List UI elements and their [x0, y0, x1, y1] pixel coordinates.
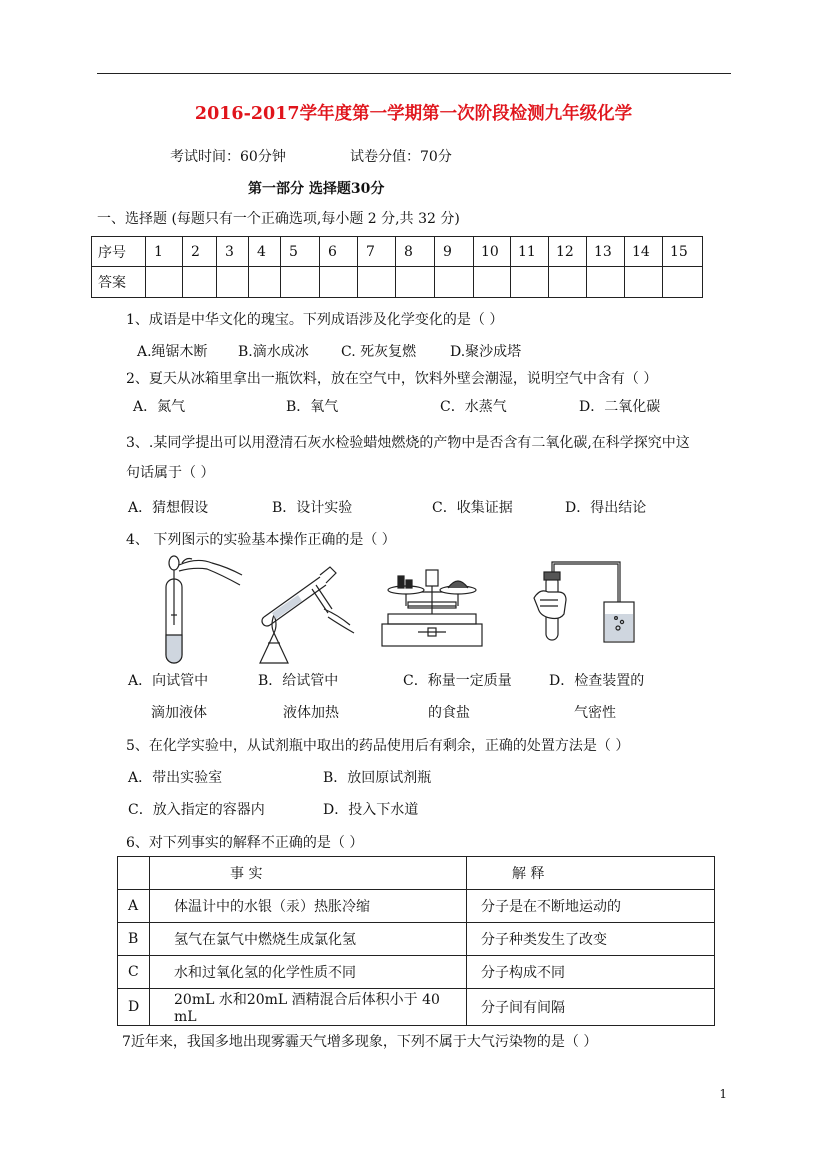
table-row	[118, 956, 715, 989]
q3-option-a: A．猜想假设	[128, 500, 209, 516]
answer-blank-cell	[474, 267, 511, 298]
q2-option-d: D．二氧化碳	[579, 399, 661, 415]
answer-table-label-answer: 答案	[92, 267, 146, 298]
page-title: 2016-2017学年度第一学期第一次阶段检测九年级化学	[194, 104, 633, 124]
answer-table-answer-row	[92, 267, 703, 298]
q1-option-a: A.绳锯木断	[137, 344, 208, 360]
answer-blank-cell	[146, 267, 183, 298]
q7-stem: 7近年来，我国多地出现雾霾天气增多现象，下列不属于大气污染物的是（ ）	[122, 1034, 598, 1050]
q6-header-fact: 事 实	[150, 857, 467, 890]
section1-heading: 一、选择题 (每题只有一个正确选项,每小题 2 分,共 32 分)	[97, 211, 460, 227]
answer-number-cell: 1	[146, 237, 183, 267]
answer-blank-cell	[320, 267, 358, 298]
exam-time: 考试时间：60分钟	[170, 149, 286, 165]
q3-stem-line2: 句话属于（ ）	[126, 465, 215, 481]
q6-table	[117, 856, 715, 1026]
q2-option-a: A．氮气	[133, 399, 186, 415]
q1-stem: 1、成语是中华文化的瑰宝。下列成语涉及化学变化的是（ ）	[126, 312, 504, 328]
answer-blank-cell	[249, 267, 281, 298]
q4-stem: 4、 下列图示的实验基本操作正确的是（ ）	[126, 532, 396, 548]
balance-scale-icon	[378, 562, 486, 652]
q6-row-explain: 分子是在不断地运动的	[467, 890, 715, 923]
q4-option-a-line1: A．向试管中	[128, 673, 209, 689]
answer-blank-cell	[587, 267, 625, 298]
q1-option-d: D.聚沙成塔	[450, 344, 522, 360]
answer-blank-cell	[625, 267, 663, 298]
answer-number-cell: 10	[474, 237, 511, 267]
q6-row-letter: B	[118, 923, 150, 956]
answer-blank-cell	[358, 267, 396, 298]
airtightness-check-icon	[530, 558, 640, 648]
q6-row-fact: 20mL 水和20mL 酒精混合后体积小于 40 mL	[150, 989, 467, 1026]
q4-option-d-line1: D．检查装置的	[549, 673, 645, 689]
q3-option-c: C．收集证据	[432, 500, 513, 516]
q5-option-b: B．放回原试剂瓶	[323, 770, 432, 786]
answer-number-cell: 15	[663, 237, 703, 267]
q2-option-c: C．水蒸气	[440, 399, 507, 415]
answer-number-cell: 13	[587, 237, 625, 267]
q3-option-d: D．得出结论	[565, 500, 647, 516]
q1-option-b: B.滴水成冰	[238, 344, 309, 360]
q4-option-c-line1: C．称量一定质量	[403, 673, 512, 689]
answer-number-cell: 14	[625, 237, 663, 267]
q6-row-letter: A	[118, 890, 150, 923]
answer-blank-cell	[217, 267, 249, 298]
answer-number-cell: 5	[281, 237, 320, 267]
dropper-test-tube-icon	[152, 555, 247, 667]
q4-option-d-line2: 气密性	[574, 705, 616, 721]
q6-row-letter: D	[118, 989, 150, 1026]
q6-stem: 6、对下列事实的解释不正确的是（ ）	[126, 835, 364, 851]
answer-number-cell: 8	[396, 237, 435, 267]
q4-option-a-line2: 滴加液体	[151, 705, 207, 721]
q6-header-letter	[118, 857, 150, 890]
q5-option-a: A．带出实验室	[128, 770, 223, 786]
answer-number-cell: 12	[549, 237, 587, 267]
table-row	[118, 923, 715, 956]
answer-blank-cell	[396, 267, 435, 298]
answer-number-cell: 11	[511, 237, 549, 267]
q6-row-fact: 体温计中的水银（汞）热胀冷缩	[150, 890, 467, 923]
q6-header-explain: 解 释	[467, 857, 715, 890]
q4-option-b-line2: 液体加热	[283, 705, 339, 721]
q6-header-row	[118, 857, 715, 890]
page-number: 1	[719, 1087, 727, 1101]
q6-row-explain: 分子种类发生了改变	[467, 923, 715, 956]
q6-row-fact: 氢气在氯气中燃烧生成氯化氢	[150, 923, 467, 956]
table-row	[118, 890, 715, 923]
q4-option-b-line1: B．给试管中	[258, 673, 339, 689]
heating-test-tube-icon	[258, 555, 358, 667]
answer-table-number-row	[92, 237, 703, 267]
answer-table-label-number: 序号	[92, 237, 146, 267]
q2-stem: 2、夏天从冰箱里拿出一瓶饮料，放在空气中，饮料外壁会潮湿，说明空气中含有（ ）	[126, 371, 658, 387]
q6-row-letter: C	[118, 956, 150, 989]
answer-number-cell: 9	[435, 237, 474, 267]
answer-blank-cell	[183, 267, 217, 298]
q6-row-fact: 水和过氧化氢的化学性质不同	[150, 956, 467, 989]
answer-blank-cell	[663, 267, 703, 298]
answer-number-cell: 2	[183, 237, 217, 267]
q5-option-c: C．放入指定的容器内	[128, 802, 265, 818]
q3-option-b: B．设计实验	[272, 500, 353, 516]
answer-blank-cell	[435, 267, 474, 298]
answer-number-cell: 4	[249, 237, 281, 267]
answer-blank-cell	[511, 267, 549, 298]
header-rule	[97, 73, 731, 74]
answer-blank-cell	[549, 267, 587, 298]
q3-stem-line1: 3、.某同学提出可以用澄清石灰水检验蜡烛燃烧的产物中是否含有二氧化碳,在科学探究中这	[126, 435, 690, 451]
answer-number-cell: 3	[217, 237, 249, 267]
q1-option-c: C. 死灰复燃	[341, 344, 417, 360]
q5-option-d: D．投入下水道	[323, 802, 419, 818]
answer-number-cell: 7	[358, 237, 396, 267]
q6-row-explain: 分子构成不同	[467, 956, 715, 989]
exam-score: 试卷分值：70分	[350, 149, 452, 165]
answer-number-cell: 6	[320, 237, 358, 267]
part1-heading: 第一部分 选择题30分	[248, 181, 385, 197]
q6-row-explain: 分子间有间隔	[467, 989, 715, 1026]
q2-option-b: B．氧气	[286, 399, 339, 415]
answer-blank-cell	[281, 267, 320, 298]
answer-table	[91, 236, 703, 298]
q4-option-c-line2: 的食盐	[428, 705, 470, 721]
table-row	[118, 989, 715, 1026]
q5-stem: 5、在化学实验中，从试剂瓶中取出的药品使用后有剩余，正确的处置方法是（ ）	[126, 738, 630, 754]
